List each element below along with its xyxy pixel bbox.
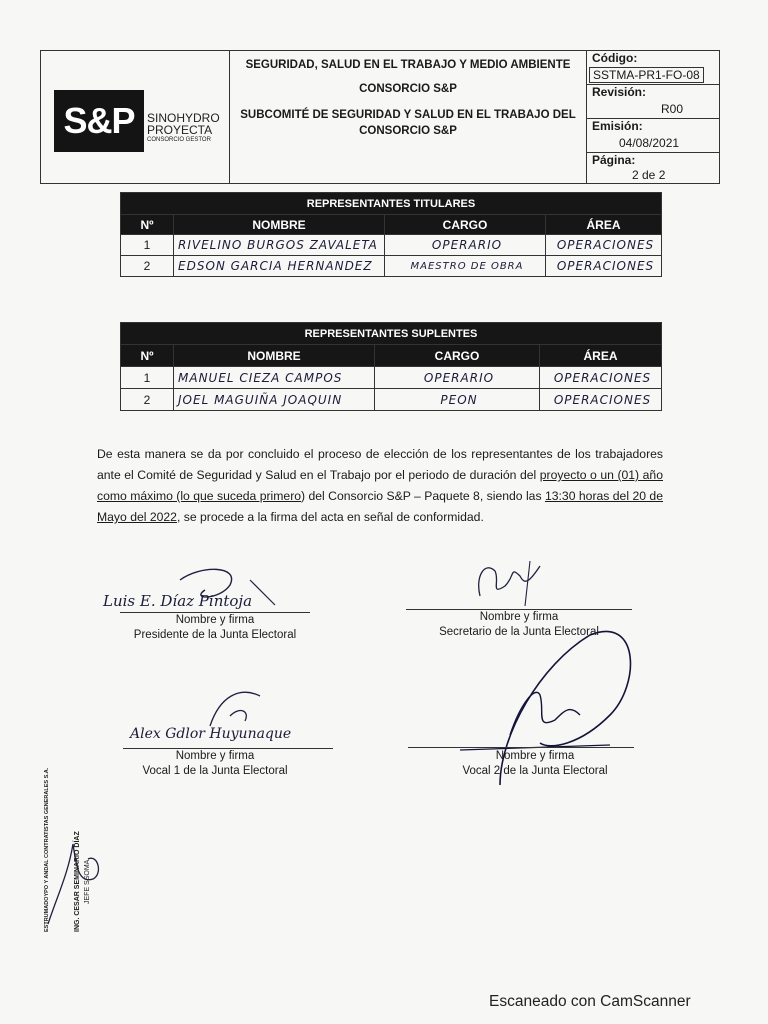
stamp-line2: JEFE SSOMA bbox=[84, 859, 91, 904]
row-area: OPERACIONES bbox=[546, 256, 662, 277]
emision-value: 04/08/2021 bbox=[619, 136, 680, 150]
emision-row bbox=[587, 119, 719, 153]
titulares-table bbox=[120, 192, 662, 277]
presidente-role: Presidente de la Junta Electoral bbox=[133, 629, 297, 641]
header-meta-cell bbox=[587, 51, 719, 183]
row-cargo: OPERARIO bbox=[385, 235, 546, 256]
col-header-area: ÁREA bbox=[546, 215, 662, 235]
revision-label: Revisión: bbox=[592, 85, 647, 99]
revision-row bbox=[587, 85, 719, 119]
header-title-4: CONSORCIO S&P bbox=[359, 125, 457, 137]
table-row bbox=[121, 235, 662, 256]
row-num: 2 bbox=[121, 256, 174, 277]
logo-mark: S&P bbox=[54, 90, 144, 152]
table-row bbox=[121, 389, 662, 411]
vocal1-handwritten-name: Alex Gdlor Huyunaque bbox=[130, 726, 292, 742]
row-num: 2 bbox=[121, 389, 174, 411]
logo-name-line3: CONSORCIO GESTOR bbox=[147, 137, 211, 143]
header-title-3: SUBCOMITÉ DE SEGURIDAD Y SALUD EN EL TRABAJO DEL bbox=[240, 109, 576, 121]
row-num: 1 bbox=[121, 235, 174, 256]
header-title-2: CONSORCIO S&P bbox=[359, 83, 457, 95]
vocal1-role: Vocal 1 de la Junta Electoral bbox=[142, 765, 288, 777]
row-nombre: JOEL MAGUIÑA JOAQUIN bbox=[174, 389, 375, 411]
vocal2-line-label: Nombre y firma bbox=[495, 750, 575, 762]
pagina-row bbox=[587, 153, 719, 183]
presidente-sign-line bbox=[120, 612, 310, 613]
presidente-handwritten-name: Luis E. Díaz Pintoja bbox=[103, 592, 253, 610]
stamp-line1: ING. CESAR SEMINARIO DÍAZ bbox=[74, 831, 81, 932]
row-area: OPERACIONES bbox=[546, 235, 662, 256]
table-row bbox=[121, 256, 662, 277]
suplentes-caption: REPRESENTANTES SUPLENTES bbox=[121, 323, 662, 345]
col-header-nombre: NOMBRE bbox=[174, 345, 375, 367]
col-header-nombre: NOMBRE bbox=[174, 215, 385, 235]
col-header-num: Nº bbox=[121, 345, 174, 367]
table-row bbox=[121, 367, 662, 389]
row-cargo: MAESTRO DE OBRA bbox=[385, 256, 546, 277]
paragraph-part1: De esta manera se da por concluido el proceso de elección de los representantes de los trabajadores ante el Comité de Seguridad y Salud en el Trabajo por el periodo de duración del bbox=[97, 447, 663, 482]
codigo-row bbox=[587, 51, 719, 85]
col-header-cargo: CARGO bbox=[385, 215, 546, 235]
col-header-num: Nº bbox=[121, 215, 174, 235]
company-logo bbox=[54, 90, 220, 152]
logo-name-line2: PROYECTA bbox=[147, 123, 213, 137]
secretario-sign-line bbox=[406, 609, 632, 610]
codigo-label: Código: bbox=[592, 51, 638, 65]
row-num: 1 bbox=[121, 367, 174, 389]
secretario-role: Secretario de la Junta Electoral bbox=[439, 626, 599, 638]
revision-value: R00 bbox=[661, 102, 684, 116]
presidente-line-label: Nombre y firma bbox=[175, 614, 255, 626]
official-stamp bbox=[38, 767, 122, 932]
paragraph-part3: , se procede a la firma del acta en señal de conformidad. bbox=[176, 510, 484, 524]
paragraph-part2: ) del Consorcio S&P – Paquete 8, siendo las bbox=[301, 489, 545, 503]
closing-paragraph bbox=[97, 444, 663, 528]
vocal2-sign-line bbox=[408, 747, 634, 748]
secretario-line-label: Nombre y firma bbox=[479, 611, 559, 623]
row-nombre: RIVELINO BURGOS ZAVALETA bbox=[174, 235, 385, 256]
document-header bbox=[40, 50, 720, 184]
paragraph-underline2: 13:30 horas del 20 de Mayo del 2022 bbox=[97, 489, 663, 524]
presidente-signature bbox=[100, 560, 320, 620]
secretario-signature bbox=[470, 556, 560, 612]
header-title-cell bbox=[230, 51, 587, 183]
codigo-value: SSTMA-PR1-FO-08 bbox=[589, 67, 704, 83]
row-cargo: PEON bbox=[375, 389, 540, 411]
camscanner-watermark: Escaneado con CamScanner bbox=[489, 993, 691, 1010]
row-nombre: EDSON GARCIA HERNANDEZ bbox=[174, 256, 385, 277]
logo-name-line1: SINOHYDRO bbox=[147, 111, 220, 125]
vocal2-role: Vocal 2 de la Junta Electoral bbox=[462, 765, 608, 777]
header-title-1: SEGURIDAD, SALUD EN EL TRABAJO Y MEDIO AMBIENTE bbox=[245, 59, 571, 71]
row-nombre: MANUEL CIEZA CAMPOS bbox=[174, 367, 375, 389]
row-area: OPERACIONES bbox=[540, 389, 662, 411]
col-header-cargo: CARGO bbox=[375, 345, 540, 367]
vocal1-line-label: Nombre y firma bbox=[175, 750, 255, 762]
row-cargo: OPERARIO bbox=[375, 367, 540, 389]
row-area: OPERACIONES bbox=[540, 367, 662, 389]
stamp-line3: ESTRUMADOYPO Y ANDAL CONTRATISTAS GENERALES S.A. bbox=[44, 767, 50, 932]
paragraph-underline1: proyecto o un (01) año como máximo (lo que suceda primero bbox=[97, 468, 663, 503]
pagina-value: 2 de 2 bbox=[632, 168, 666, 182]
vocal1-sign-line bbox=[123, 748, 333, 749]
logo-cell bbox=[41, 51, 230, 183]
emision-label: Emisión: bbox=[592, 119, 643, 133]
suplentes-table bbox=[120, 322, 662, 411]
pagina-label: Página: bbox=[592, 153, 636, 167]
col-header-area: ÁREA bbox=[540, 345, 662, 367]
titulares-caption: REPRESENTANTES TITULARES bbox=[121, 193, 662, 215]
